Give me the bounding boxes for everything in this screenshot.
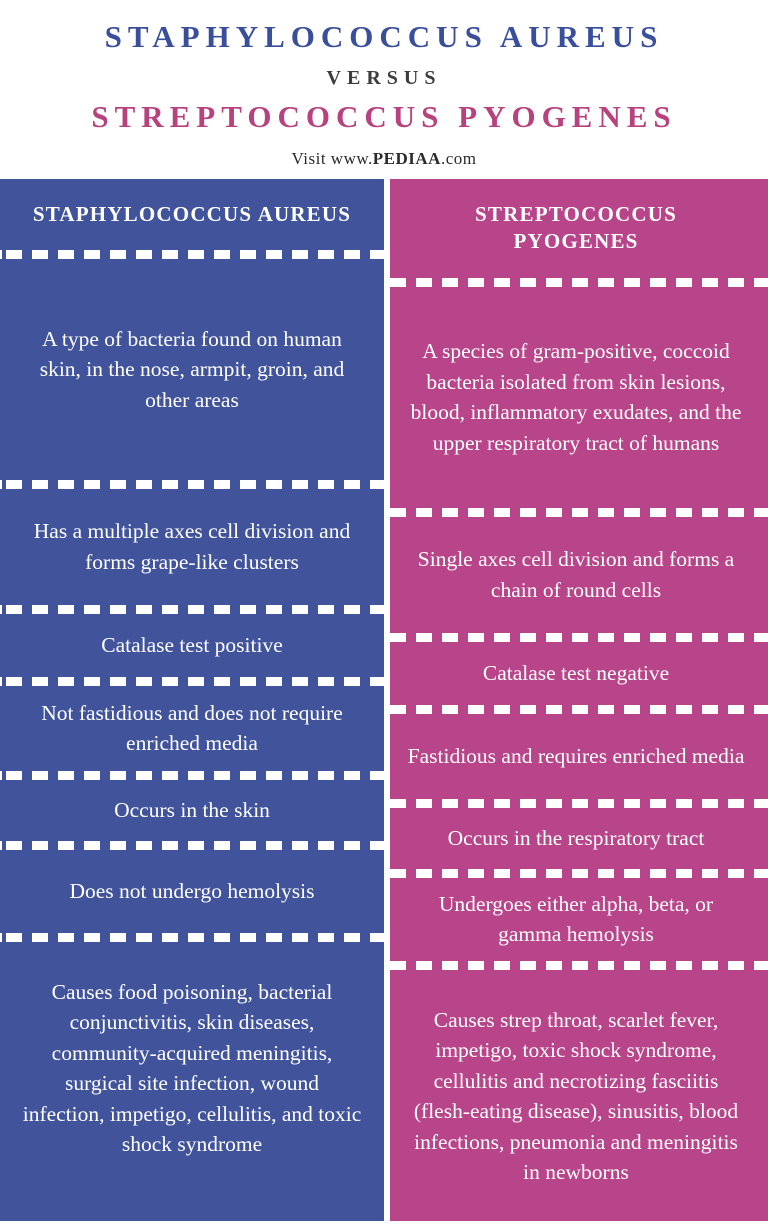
row-separator — [0, 675, 384, 687]
table-row: Causes strep throat, scarlet fever, impetigo, toxic shock syndrome, cellulitis and necrotizing fasciitis (flesh-eating disease), sinusitis, blood infections, pneumonia and meningitis in newborns — [413, 1007, 739, 1185]
table-row: A species of gram-positive, coccoid bacteria isolated from skin lesions, blood, inflammatory exudates, and the upper respiratory tract of humans — [410, 339, 742, 455]
column-header-left: STAPHYLOCOCCUS AUREUS — [32, 201, 352, 226]
visit-prefix: Visit www. — [291, 148, 373, 168]
row-separator — [0, 769, 384, 781]
table-row: Does not undergo hemolysis — [69, 879, 315, 904]
column-header-right: STREPTOCOCCUS PYOGENES — [475, 201, 677, 254]
visit-brand: PEDIAA — [372, 148, 441, 168]
column-staphylococcus-aureus — [0, 179, 384, 1222]
title-versus: VERSUS — [326, 66, 442, 89]
row-separator — [0, 603, 384, 615]
visit-attribution — [0, 149, 768, 169]
comparison-table-wrap — [0, 179, 768, 1222]
row-separator — [0, 248, 384, 260]
row-separator — [384, 959, 768, 971]
header — [0, 0, 768, 179]
title-primary: STAPHYLOCOCCUS AUREUS — [104, 19, 664, 54]
table-row: Occurs in the skin — [114, 798, 270, 823]
row-separator — [0, 839, 384, 851]
visit-suffix: .com — [440, 148, 477, 168]
row-separator — [384, 631, 768, 643]
row-separator — [384, 506, 768, 518]
column-divider — [384, 179, 390, 1222]
row-separator — [0, 931, 384, 943]
table-row: A type of bacteria found on human skin, in the nose, armpit, groin, and other areas — [39, 326, 345, 412]
column-streptococcus-pyogenes — [384, 179, 768, 1222]
row-separator — [384, 867, 768, 879]
table-row: Catalase test negative — [482, 661, 670, 686]
row-separator — [384, 797, 768, 809]
table-row: Single axes cell division and forms a chain of round cells — [417, 547, 735, 602]
table-row: Fastidious and requires enriched media — [407, 744, 745, 769]
row-separator — [384, 276, 768, 288]
table-row: Not fastidious and does not require enriched media — [41, 700, 343, 756]
title-secondary: STREPTOCOCCUS PYOGENES — [91, 98, 677, 134]
table-row: Has a multiple axes cell division and forms grape-like clusters — [33, 519, 351, 574]
table-row: Occurs in the respiratory tract — [447, 826, 705, 851]
table-row: Undergoes either alpha, beta, or gamma hemolysis — [438, 891, 714, 947]
row-separator — [384, 703, 768, 715]
table-row: Causes food poisoning, bacterial conjunctivitis, skin diseases, community-acquired meningitis, surgical site infection, wound infection, impetigo, cellulitis, and toxic shock syndrome — [22, 979, 362, 1157]
table-row: Catalase test positive — [101, 633, 283, 658]
row-separator — [0, 478, 384, 490]
